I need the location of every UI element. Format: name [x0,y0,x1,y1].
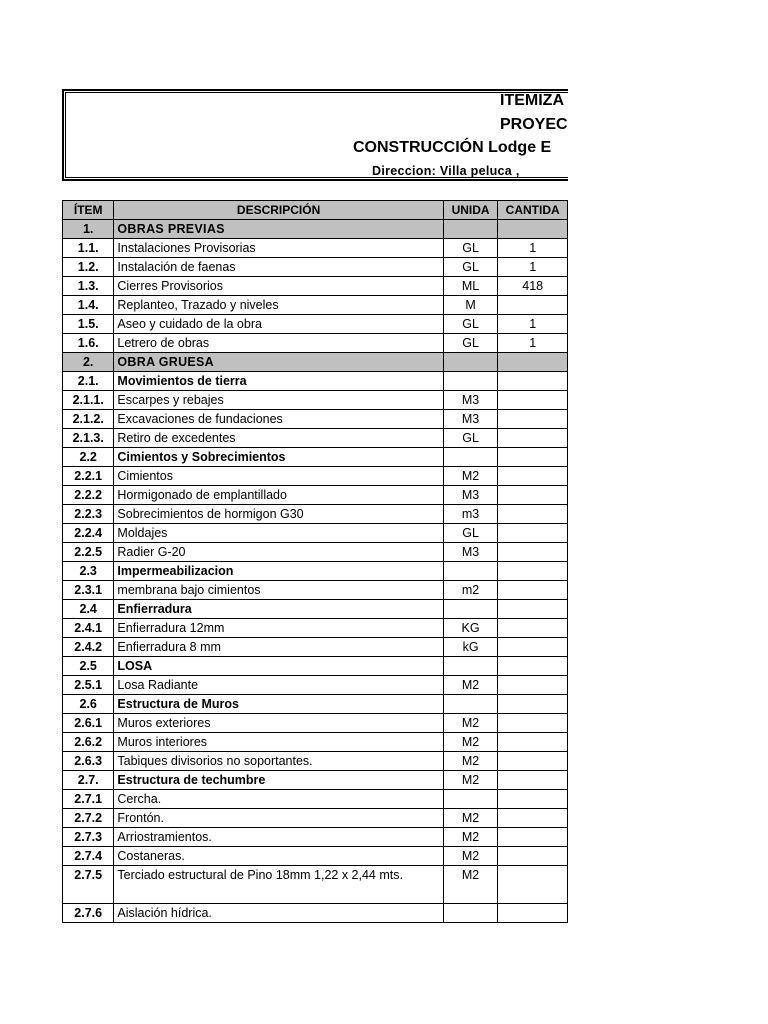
item-cell[interactable]: 2.7.2 [63,809,114,828]
quantity-cell[interactable] [498,524,568,543]
description-cell[interactable]: Cierres Provisorios [114,277,443,296]
item-cell[interactable]: 2.2 [63,448,114,467]
table-row [63,790,568,809]
table-row [63,695,568,714]
unit-cell[interactable]: GL [443,524,498,543]
unit-cell[interactable]: KG [443,619,498,638]
item-cell[interactable]: 2.2.5 [63,543,114,562]
description-cell[interactable]: LOSA [114,657,443,676]
table-row [63,258,568,277]
quantity-cell[interactable] [498,771,568,790]
unit-cell[interactable]: M [443,296,498,315]
quantity-cell[interactable] [498,866,568,904]
quantity-cell[interactable] [498,467,568,486]
quantity-cell[interactable] [498,391,568,410]
item-cell[interactable]: 2.2.3 [63,505,114,524]
quantity-cell[interactable] [498,296,568,315]
description-cell[interactable]: Muros exteriores [114,714,443,733]
item-cell[interactable]: 2.7.3 [63,828,114,847]
item-cell[interactable]: 2.4.1 [63,619,114,638]
quantity-cell[interactable] [498,809,568,828]
description-cell[interactable]: OBRAS PREVIAS [114,220,443,239]
unit-cell[interactable]: M3 [443,391,498,410]
item-cell[interactable]: 2.1.2. [63,410,114,429]
table-row [63,733,568,752]
unit-cell[interactable]: M2 [443,714,498,733]
item-cell[interactable]: 2.3 [63,562,114,581]
table-body [63,220,568,923]
item-cell[interactable]: 2.6.2 [63,733,114,752]
unit-cell[interactable]: GL [443,334,498,353]
column-header-quantity: CANTIDA [498,201,568,220]
quantity-cell[interactable] [498,220,568,239]
table-row [63,771,568,790]
description-cell[interactable]: Hormigonado de emplantillado [114,486,443,505]
table-row [63,866,568,904]
quantity-cell[interactable] [498,904,568,923]
unit-cell[interactable] [443,790,498,809]
quantity-cell[interactable]: 1 [498,258,568,277]
table-row [63,429,568,448]
description-cell[interactable]: Aislación hídrica. [114,904,443,923]
description-cell[interactable]: Letrero de obras [114,334,443,353]
table-row [63,220,568,239]
description-cell[interactable]: Aseo y cuidado de la obra [114,315,443,334]
item-cell[interactable]: 2.1.3. [63,429,114,448]
description-cell[interactable]: Retiro de excedentes [114,429,443,448]
table-row [63,847,568,866]
table-row [63,809,568,828]
header-title-line3: CONSTRUCCIÓN Lodge E [353,139,552,156]
item-cell[interactable]: 2. [63,353,114,372]
table-row [63,904,568,923]
description-cell[interactable]: Cercha. [114,790,443,809]
unit-cell[interactable]: M2 [443,752,498,771]
header-address: Direccion: Villa peluca , [372,164,520,178]
unit-cell[interactable]: M2 [443,467,498,486]
quantity-cell[interactable] [498,752,568,771]
unit-cell[interactable]: GL [443,258,498,277]
unit-cell[interactable]: M2 [443,847,498,866]
unit-cell[interactable]: M2 [443,828,498,847]
unit-cell[interactable]: M2 [443,809,498,828]
quantity-cell[interactable]: 1 [498,334,568,353]
item-cell[interactable]: 2.7. [63,771,114,790]
item-cell[interactable]: 2.7.4 [63,847,114,866]
table-row [63,562,568,581]
description-cell[interactable]: Enfierradura 8 mm [114,638,443,657]
item-cell[interactable]: 1.6. [63,334,114,353]
unit-cell[interactable]: GL [443,315,498,334]
description-cell[interactable]: Movimientos de tierra [114,372,443,391]
item-cell[interactable]: 1.2. [63,258,114,277]
item-cell[interactable]: 2.7.6 [63,904,114,923]
unit-cell[interactable]: ML [443,277,498,296]
description-cell[interactable]: Muros interiores [114,733,443,752]
unit-cell[interactable] [443,448,498,467]
description-cell[interactable]: Enfierradura 12mm [114,619,443,638]
quantity-cell[interactable] [498,429,568,448]
description-cell[interactable]: Enfierradura [114,600,443,619]
header-title-line1: ITEMIZA [500,92,564,109]
table-row [63,315,568,334]
description-cell[interactable]: Moldajes [114,524,443,543]
description-cell[interactable]: Arriostramientos. [114,828,443,847]
item-cell[interactable]: 2.3.1 [63,581,114,600]
unit-cell[interactable]: M3 [443,486,498,505]
description-cell[interactable]: Excavaciones de fundaciones [114,410,443,429]
table-row [63,714,568,733]
item-cell[interactable]: 2.6.3 [63,752,114,771]
table-row [63,619,568,638]
table-row [63,600,568,619]
item-cell[interactable]: 1.3. [63,277,114,296]
description-cell[interactable]: Tabiques divisorios no soportantes. [114,752,443,771]
unit-cell[interactable]: kG [443,638,498,657]
column-header-unit: UNIDA [443,201,498,220]
quantity-cell[interactable] [498,695,568,714]
description-cell[interactable]: Losa Radiante [114,676,443,695]
quantity-cell[interactable] [498,600,568,619]
description-cell[interactable]: Sobrecimientos de hormigon G30 [114,505,443,524]
table-row [63,828,568,847]
unit-cell[interactable] [443,220,498,239]
description-cell[interactable]: Instalación de faenas [114,258,443,277]
description-cell[interactable]: Instalaciones Provisorias [114,239,443,258]
column-header-description: DESCRIPCIÓN [114,201,443,220]
unit-cell[interactable] [443,353,498,372]
table-row [63,277,568,296]
description-cell[interactable]: membrana bajo cimientos [114,581,443,600]
table-row [63,638,568,657]
quantity-cell[interactable] [498,372,568,391]
item-cell[interactable]: 2.4.2 [63,638,114,657]
item-cell[interactable]: 2.5.1 [63,676,114,695]
quantity-cell[interactable] [498,638,568,657]
unit-cell[interactable]: M2 [443,676,498,695]
quantity-cell[interactable] [498,790,568,809]
table-row [63,239,568,258]
unit-cell[interactable] [443,657,498,676]
item-cell[interactable]: 1.5. [63,315,114,334]
table-row [63,296,568,315]
description-cell[interactable]: Estructura de techumbre [114,771,443,790]
unit-cell[interactable] [443,562,498,581]
table-row [63,334,568,353]
quantity-cell[interactable] [498,581,568,600]
unit-cell[interactable] [443,372,498,391]
item-cell[interactable]: 2.1.1. [63,391,114,410]
unit-cell[interactable] [443,904,498,923]
quantity-cell[interactable] [498,505,568,524]
quantity-cell[interactable] [498,353,568,372]
unit-cell[interactable]: GL [443,239,498,258]
quantity-cell[interactable]: 418 [498,277,568,296]
table-row [63,752,568,771]
table-row [63,657,568,676]
itemization-table [62,200,568,923]
item-cell[interactable]: 2.6.1 [63,714,114,733]
table-header-row [63,201,568,220]
quantity-cell[interactable] [498,847,568,866]
table-row [63,486,568,505]
description-cell[interactable]: Costaneras. [114,847,443,866]
description-cell[interactable]: OBRA GRUESA [114,353,443,372]
table-row [63,676,568,695]
unit-cell[interactable]: M2 [443,866,498,904]
item-cell[interactable]: 2.7.5 [63,866,114,904]
quantity-cell[interactable] [498,676,568,695]
quantity-cell[interactable] [498,828,568,847]
quantity-cell[interactable]: 1 [498,239,568,258]
quantity-cell[interactable] [498,733,568,752]
description-cell[interactable]: Terciado estructural de Pino 18mm 1,22 x 2,44 mts. [114,866,443,904]
column-header-item: ÍTEM [63,201,114,220]
unit-cell[interactable]: M2 [443,733,498,752]
quantity-cell[interactable] [498,543,568,562]
unit-cell[interactable]: m3 [443,505,498,524]
unit-cell[interactable]: M3 [443,543,498,562]
unit-cell[interactable] [443,695,498,714]
item-cell[interactable]: 2.1. [63,372,114,391]
table-row [63,448,568,467]
table-row [63,467,568,486]
table-row [63,410,568,429]
description-cell[interactable]: Impermeabilizacion [114,562,443,581]
quantity-cell[interactable]: 1 [498,315,568,334]
item-cell[interactable]: 2.2.2 [63,486,114,505]
table-row [63,524,568,543]
description-cell[interactable]: Cimientos y Sobrecimientos [114,448,443,467]
unit-cell[interactable]: GL [443,429,498,448]
table-row [63,581,568,600]
table-row [63,353,568,372]
item-cell[interactable]: 2.5 [63,657,114,676]
item-cell[interactable]: 2.7.1 [63,790,114,809]
table-row [63,391,568,410]
quantity-cell[interactable] [498,562,568,581]
unit-cell[interactable]: M2 [443,771,498,790]
item-cell[interactable]: 1.4. [63,296,114,315]
item-cell[interactable]: 2.4 [63,600,114,619]
table-row [63,372,568,391]
description-cell[interactable]: Replanteo, Trazado y niveles [114,296,443,315]
description-cell[interactable]: Cimientos [114,467,443,486]
quantity-cell[interactable] [498,486,568,505]
unit-cell[interactable]: M3 [443,410,498,429]
table-row [63,505,568,524]
item-cell[interactable]: 1. [63,220,114,239]
quantity-cell[interactable] [498,657,568,676]
item-cell[interactable]: 2.2.1 [63,467,114,486]
item-cell[interactable]: 2.2.4 [63,524,114,543]
description-cell[interactable]: Frontón. [114,809,443,828]
quantity-cell[interactable] [498,619,568,638]
unit-cell[interactable] [443,600,498,619]
quantity-cell[interactable] [498,410,568,429]
table-row [63,543,568,562]
description-cell[interactable]: Estructura de Muros [114,695,443,714]
description-cell[interactable]: Radier G-20 [114,543,443,562]
header-title-line2: PROYEC [500,116,568,133]
quantity-cell[interactable] [498,448,568,467]
unit-cell[interactable]: m2 [443,581,498,600]
item-cell[interactable]: 1.1. [63,239,114,258]
description-cell[interactable]: Escarpes y rebajes [114,391,443,410]
quantity-cell[interactable] [498,714,568,733]
item-cell[interactable]: 2.6 [63,695,114,714]
